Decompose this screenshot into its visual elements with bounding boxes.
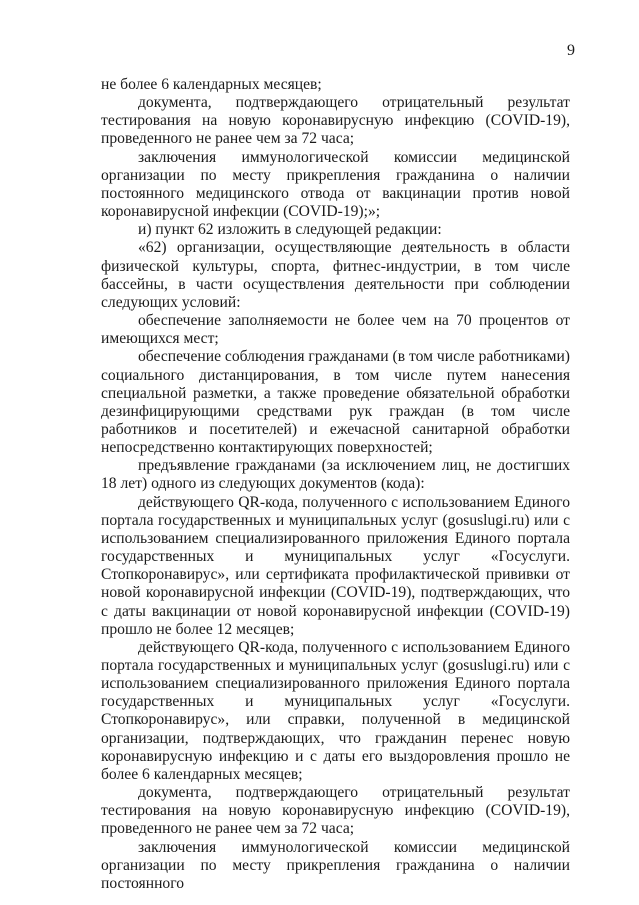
paragraph: документа, подтверждающего отрицательный результат тестирования на новую коронавирусную инфекцию (COVID-19), проведенного не ранее чем за 72 часа; <box>101 784 570 838</box>
paragraph: «62) организации, осуществляющие деятельность в области физической культуры, спорта, фитнес-индустрии, в том числе бассейны, в части осуществления деятельности при соблюдении следующих условий: <box>101 239 570 311</box>
paragraph: действующего QR-кода, полученного с использованием Единого портала государственных и муниципальных услуг (gosuslugi.ru) или с использованием специализированного приложения Единого портала государственных и муниципальных услуг «Госуслуги. Стопкоронавирус», или справки, полученной в медицинской организации, подтверждающих, что гражданин перенес новую коронавирусную инфекцию и с даты его выздоровления прошло не более 6 календарных месяцев; <box>101 638 570 783</box>
paragraph: действующего QR-кода, полученного с использованием Единого портала государственных и муниципальных услуг (gosuslugi.ru) или с использованием специализированного приложения Единого портала государственных и муниципальных услуг «Госуслуги. Стопкоронавирус», или сертификата профилактической прививки от новой коронавирусной инфекции (COVID-19), подтверждающих, что с даты вакцинации от новой коронавирусной инфекции (COVID-19) прошло не более 12 месяцев; <box>101 493 570 638</box>
paragraph: и) пункт 62 изложить в следующей редакции: <box>138 221 442 239</box>
paragraph: заключения иммунологической комиссии медицинской организации по месту прикрепления гражданина о наличии постоянного медицинского отвода от вакцинации против новой коронавирусной инфекции (COVID-19);»; <box>101 148 570 221</box>
paragraph: обеспечение соблюдения гражданами (в том числе работниками) социального дистанцирования, в том числе путем нанесения специальной разметки, а также проведение обязательной обработки дезинфицирующими средствами рук граждан (в том числе работников и посетителей) и ежечасной санитарной обработки непосредственно контактирующих поверхностей; <box>101 348 571 457</box>
paragraph: документа, подтверждающего отрицательный результат тестирования на новую коронавирусную инфекцию (COVID-19), проведенного не ранее чем за 72 часа; <box>101 94 570 148</box>
paragraph: заключения иммунологической комиссии медицинской организации по месту прикрепления гражданина о наличии постоянного <box>101 838 570 892</box>
document-body <box>101 76 570 893</box>
page-number: 9 <box>567 42 575 59</box>
paragraph: предъявление гражданами (за исключением лиц, не достигших 18 лет) одного из следующих документов (кода): <box>101 457 570 493</box>
paragraph: не более 6 календарных месяцев; <box>101 76 322 93</box>
paragraph: обеспечение заполняемости не более чем на 70 процентов от имеющихся мест; <box>101 312 570 348</box>
